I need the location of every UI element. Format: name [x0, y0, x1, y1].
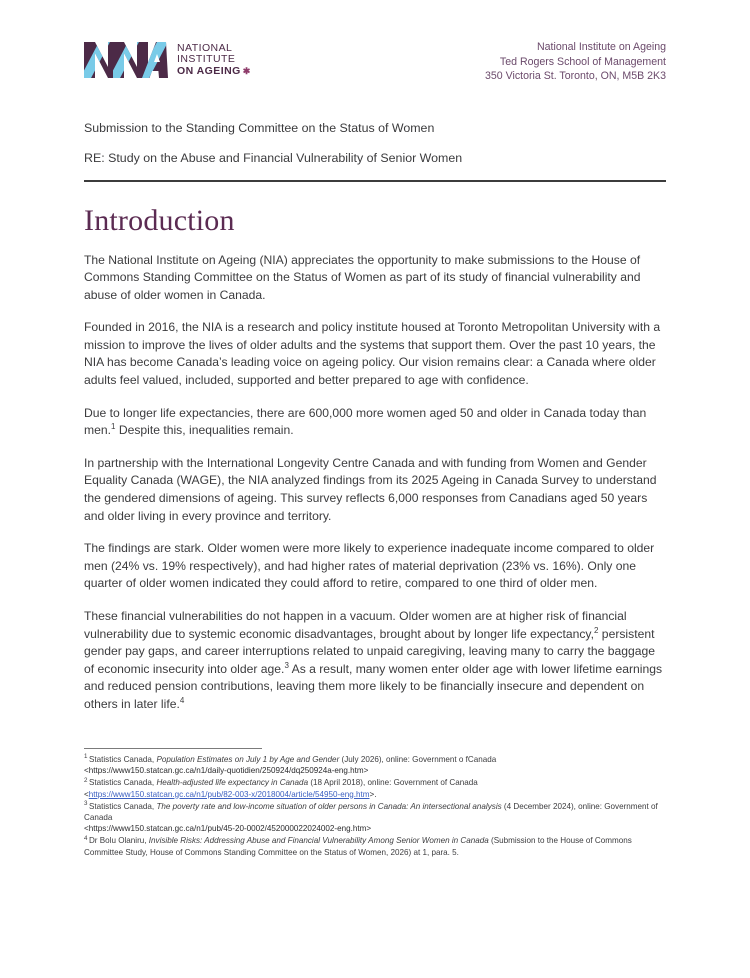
footnote-3-number: 3: [84, 800, 88, 808]
paragraph-3-text-b: Despite this, inequalities remain.: [115, 423, 294, 438]
document-header: [0, 0, 750, 84]
footnote-4-pre: Dr Bolu Olaniru,: [88, 836, 149, 846]
nia-logo-wordmark: [177, 43, 251, 78]
footnote-divider: [84, 748, 262, 749]
footnote-2: [84, 777, 670, 799]
footnote-1-url: <https://www150.statcan.gc.ca/n1/daily-quotidien/250924/dq250924a-eng.htm>: [84, 766, 369, 776]
paragraph-1: The National Institute on Ageing (NIA) appreciates the opportunity to make submissions to the House of Commons Standing Committee on the Status of Women as part of its study of financial vulnerability and abuse of older women in Canada.: [84, 252, 641, 302]
footnote-2-url-close: >.: [369, 789, 377, 799]
footnote-3-post: (4 December 2024), online: Government of Canada: [84, 801, 658, 823]
paragraph-6-text-a: These financial vulnerabilities do not happen in a vacuum. Older women are at higher risk of financial vulnerability due to systemic economic disadvantages, brought about by longer life expectancy,: [84, 609, 627, 641]
nia-logo-mark: [84, 40, 168, 80]
address-line-3: 350 Victoria St. Toronto, ON, M5B 2K3: [485, 70, 666, 82]
paragraph-3: [84, 405, 666, 440]
footnote-1-pre: Statistics Canada,: [88, 755, 157, 764]
paragraph-5: The findings are stark. Older women were more likely to experience inadequate income compared to older men (24% vs. 19% respectively), and had higher rates of material deprivation (23% vs. 16%). Only one quarter of older women indicated they could afford to retire, compared to one third of older men.: [84, 541, 655, 591]
footnote-2-post: (18 April 2018), online: Government of Canada: [308, 778, 478, 788]
footnote-ref-4[interactable]: 4: [179, 695, 185, 705]
header-divider: [84, 180, 666, 182]
subject-block: [0, 120, 750, 166]
footnote-ref-3[interactable]: 3: [284, 660, 289, 670]
footnote-2-number: 2: [84, 776, 88, 784]
footnote-3-pre: Statistics Canada,: [88, 801, 157, 811]
submission-line: Submission to the Standing Committee on the Status of Women: [84, 120, 435, 135]
footnote-2-url-link[interactable]: https://www150.statcan.gc.ca/n1/pub/82-003-x/2018004/article/54950-eng.htm: [88, 789, 370, 799]
paragraph-4: In partnership with the International Longevity Centre Canada and with funding from Women and Gender Equality Canada (WAGE), the NIA analyzed findings from its 2025 Ageing in Canada Survey to understand the gendered dimensions of ageing. This survey reflects 6,000 responses from Canadians aged 50 years and older living in every province and territory.: [84, 455, 657, 523]
maple-leaf-icon: ✱: [242, 65, 251, 76]
paragraph-6-text-b: persistent gender pay gaps, and career interruptions related to unpaid caregiving, leaving many to carry the baggage of economic insecurity into older age.: [84, 626, 655, 676]
footnote-2-url-open: <: [84, 789, 89, 799]
footnote-1-post: (July 2026), online: Government o fCanada: [339, 755, 497, 764]
address-line-1: National Institute on Ageing: [537, 41, 666, 53]
footnote-2-title: Health-adjusted life expectancy in Canada: [156, 778, 309, 788]
logo-line-on-ageing: ON AGEING ✱: [177, 64, 251, 77]
footnote-1: [84, 754, 670, 776]
footnote-3-title: The poverty rate and low-income situation of older persons in Canada: An intersectional analysis: [156, 801, 502, 811]
footnote-1-number: 1: [84, 753, 88, 761]
paragraph-6-text-c: As a result, many women enter older age with lower lifetime earnings and reduced pension contributions, leaving them more likely to be financially insecure and dependent on others in later life.: [84, 661, 663, 711]
footnote-4-title: Invisible Risks: Addressing Abuse and Financial Vulnerability Among Senior Women in Canada: [148, 836, 489, 846]
nia-logo: [84, 36, 251, 80]
footnote-2-pre: Statistics Canada,: [88, 778, 157, 788]
paragraph-2: Founded in 2016, the NIA is a research and policy institute housed at Toronto Metropolitan University with a mission to improve the lives of older adults and the systems that support them. Over the past 10 years, the NIA has become Canada’s leading voice on ageing policy. Our vision remains clear: a Canada where older adults feel valued, included, supported and better prepared to age with confidence.: [84, 320, 661, 388]
footnote-4-post: (Submission to the House of Commons Committee Study, House of Commons Standing Committee on the Status of Women, 2026) at 1, para. 5.: [84, 836, 632, 857]
paragraph-3-text-a: Due to longer life expectancies, there are 600,000 more women aged 50 and older in Canada today than men.: [84, 405, 647, 438]
footnote-ref-2[interactable]: 2: [593, 625, 599, 635]
footnote-3: [84, 801, 670, 835]
logo-line-national: NATIONAL: [177, 41, 233, 54]
organization-address: [485, 36, 666, 84]
footnote-ref-1[interactable]: 1: [111, 422, 116, 432]
footnote-3-url: <https://www150.statcan.gc.ca/n1/pub/45-20-0002/452000022024002-eng.htm>: [84, 824, 372, 834]
address-line-2: Ted Rogers School of Management: [499, 55, 666, 68]
document-body: [0, 252, 750, 714]
logo-line-institute: INSTITUTE: [177, 53, 236, 66]
footnote-4: [84, 835, 670, 857]
footnote-1-title: Population Estimates on July 1 by Age and Gender: [156, 755, 340, 764]
page-title: Introduction: [84, 203, 235, 237]
footnote-4-number: 4: [84, 834, 88, 842]
footnotes-section: [84, 748, 670, 859]
re-line: RE: Study on the Abuse and Financial Vulnerability of Senior Women: [84, 150, 463, 165]
paragraph-6: [84, 608, 666, 714]
